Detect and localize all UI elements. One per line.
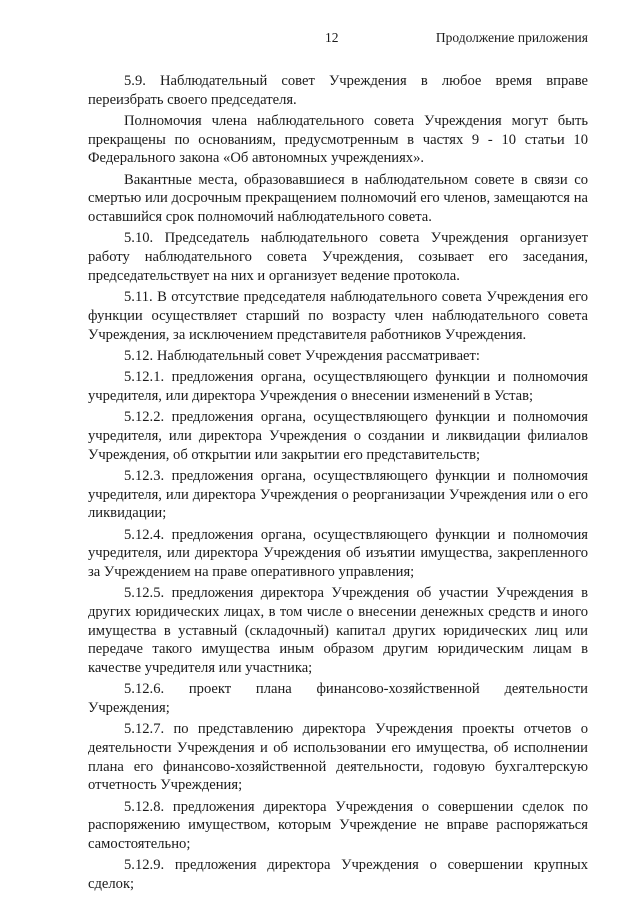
paragraph-vacancies: Вакантные места, образовавшиеся в наблюдательном совете в связи со смертью или досрочным прекращением полномочий его членов, замещаются на оставшийся срок полномочий наблюдательного совета. (88, 171, 588, 226)
paragraph-5-12-8: 5.12.8. предложения директора Учреждения о совершении сделок по распоряжению имуществом, которым Учреждение не вправе распоряжаться самостоятельно; (88, 798, 588, 853)
paragraph-5-12-5: 5.12.5. предложения директора Учреждения об участии Учреждения в других юридических лицах, в том числе о внесении денежных средств и иного имущества в уставный (складочный) капитал других юридических лиц или передаче такого имущества иным образом другим юридическим лицам в качестве учредителя или участника; (88, 585, 588, 677)
paragraph-5-12-3: 5.12.3. предложения органа, осуществляющего функции и полномочия учредителя, или директора Учреждения о реорганизации Учреждения или о его ликвидации; (88, 467, 588, 522)
paragraph-5-12-9: 5.12.9. предложения директора Учреждения о совершении крупных сделок; (88, 857, 588, 893)
document-body (88, 72, 588, 896)
paragraph-member-termination: Полномочия члена наблюдательного совета Учреждения могут быть прекращены по основаниям, предусмотренным в частях 9 - 10 статьи 10 Федерального закона «Об автономных учреждениях». (88, 113, 588, 167)
paragraph-5-12-2: 5.12.2. предложения органа, осуществляющего функции и полномочия учредителя, или директора Учреждения о создании и ликвидации филиалов Учреждения, об открытии или закрытии его представительств; (88, 409, 588, 463)
paragraph-5-9: 5.9. Наблюдательный совет Учреждения в любое время вправе переизбрать своего председателя. (88, 73, 588, 108)
paragraph-5-12-6: 5.12.6. проект плана финансово-хозяйственной деятельности Учреждения; (88, 681, 588, 717)
paragraph-5-12-7: 5.12.7. по представлению директора Учреждения проекты отчетов о деятельности Учреждения и об использовании его имущества, об исполнении плана его финансово-хозяйственной деятельности, годовую бухгалтерскую отчетность Учреждения; (88, 721, 588, 794)
page-header (88, 30, 588, 50)
continuation-note: Продолжение приложения (435, 30, 588, 45)
paragraph-5-11: 5.11. В отсутствие председателя наблюдательного совета Учреждения его функции осуществляет старший по возрасту член наблюдательного совета Учреждения, за исключением представителя работников Учреждения. (88, 289, 588, 343)
paragraph-5-10: 5.10. Председатель наблюдательного совета Учреждения организует работу наблюдательного совета Учреждения, созывает его заседания, председательствует на них и организует ведение протокола. (88, 230, 588, 284)
paragraph-5-12-4: 5.12.4. предложения органа, осуществляющего функции и полномочия учредителя, или директора Учреждения об изъятии имущества, закрепленного за Учреждением на праве оперативного управления; (88, 526, 588, 580)
paragraph-5-12: 5.12. Наблюдательный совет Учреждения рассматривает: (124, 347, 480, 364)
page-number: 12 (325, 30, 339, 45)
paragraph-5-12-1: 5.12.1. предложения органа, осуществляющего функции и полномочия учредителя, или директора Учреждения о внесении изменений в Устав; (88, 369, 588, 404)
